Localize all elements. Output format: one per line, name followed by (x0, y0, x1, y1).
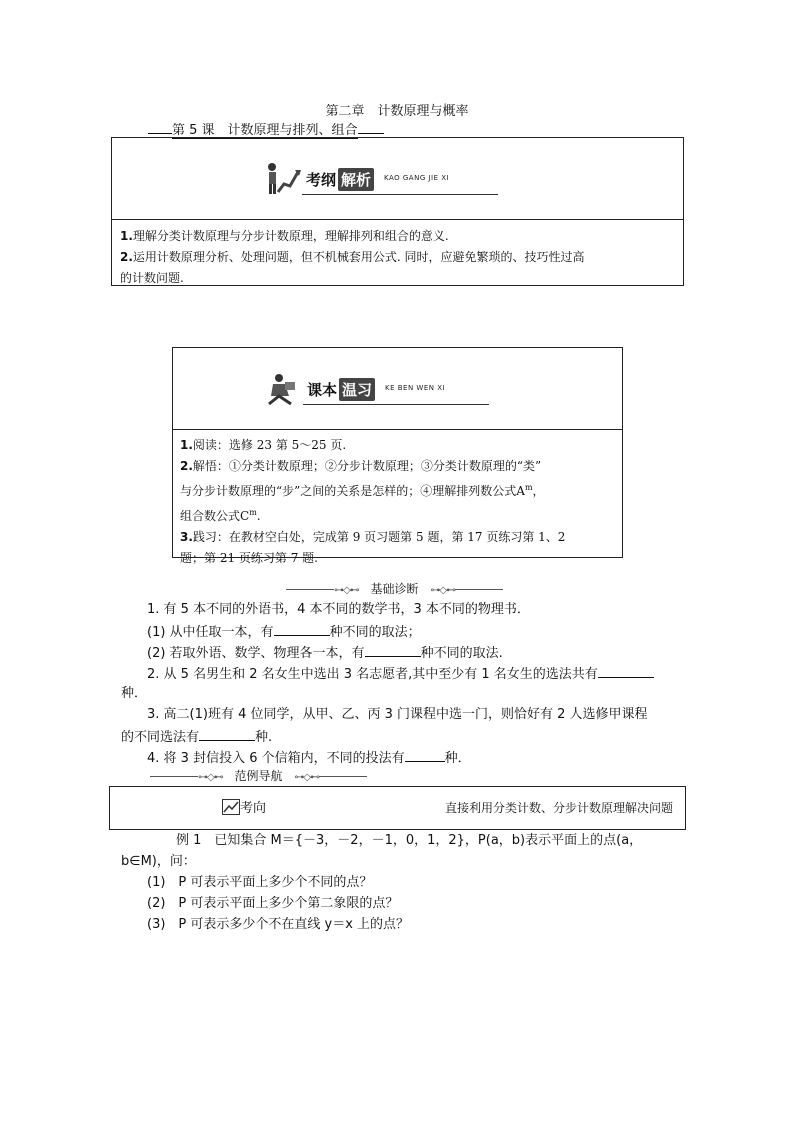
ornament-icon: ⊶◇⊷ (334, 585, 359, 596)
review-body (173, 430, 622, 574)
review-line: 组合数公式$C^m$. (180, 508, 261, 523)
review-banner-title: 课本 (307, 381, 338, 399)
examples-header (150, 767, 367, 784)
syllabus-banner-title: 考纲 (306, 171, 337, 189)
example1-part: (1) P 可表示平面上多少个不同的点？ (147, 875, 373, 890)
example1-part: (2) P 可表示平面上多少个第二象限的点？ (147, 896, 399, 911)
banner-rule (302, 194, 498, 195)
ornament-icon: ⊶◇⊷ (294, 772, 320, 783)
basics-q1: 1. 有 5 本不同的外语书，4 本不同的数学书，3 本不同的物理书． (147, 602, 530, 617)
basics-q4: 4. 将 3 封信投入 6 个信箱内，不同的投法有 种． (147, 747, 471, 769)
review-banner-sub: KE BEN WEN XI (385, 384, 446, 392)
syllabus-banner (112, 138, 683, 220)
basics-q3: 3. 高二(1)班有 4 位同学，从甲、乙、丙 3 门课程中选一门，则恰好有 2 人选修甲课程 (147, 707, 648, 722)
example1-line1: 例 1 已知集合 M＝{－3，－2，－1，0，1，2}，P(a，b)表示平面上的点(a， (176, 833, 643, 848)
syllabus-box (111, 137, 684, 286)
topic-description: 直接利用分类计数、分步计数原理解决问题 (444, 801, 673, 815)
chapter-title: 第二章 计数原理与概率 (325, 104, 469, 119)
basics-q1b: (2) 若取外语、数学、物理各一本，有 种不同的取法. (147, 642, 503, 664)
answer-blank[interactable] (199, 726, 255, 741)
basics-q1a: (1) 从中任取一本，有 种不同的取法； (147, 621, 421, 643)
topic-box (109, 786, 686, 830)
review-banner-badge: 温习 (339, 378, 375, 401)
review-line: 与分步计数原理的“步”之间的关系是怎样的；④理解排列数公式$A^m$， (180, 483, 545, 498)
answer-blank[interactable] (598, 663, 654, 678)
basics-q3-tail: 的不同选法有 种. (121, 726, 272, 748)
answer-blank[interactable] (365, 642, 421, 657)
basics-q2: 2. 从 5 名男生和 2 名女生中选出 3 名志愿者,其中至少有 1 名女生的选法共有 (147, 663, 654, 685)
basics-header (286, 580, 503, 597)
reading-figure-icon (263, 370, 303, 410)
syllabus-banner-sub: KAO GANG JIE XI (384, 174, 450, 182)
answer-blank[interactable] (405, 747, 445, 762)
basics-title: 基础诊断 (370, 582, 419, 596)
review-line: 3.践习：在教材空白处，完成第 9 页习题第 5 题，第 17 页练习第 1、2 (180, 530, 566, 544)
review-line: 题；第 21 页练习第 7 题. (180, 551, 318, 565)
banner-rule (303, 404, 489, 405)
examples-title: 范例导航 (234, 769, 283, 783)
syllabus-item: 的计数问题. (120, 271, 184, 285)
syllabus-item: 1.理解分类计数原理与分步计数原理，理解排列和组合的意义. (120, 229, 449, 243)
review-line: 2.解悟：①分类计数原理；②分步计数原理；③分类计数原理的“类” (180, 459, 542, 473)
syllabus-item: 2.运用计数原理分析、处理问题，但不机械套用公式. 同时，应避免繁琐的、技巧性过高 (120, 250, 585, 264)
syllabus-body (112, 220, 683, 295)
review-banner (173, 348, 622, 430)
answer-blank[interactable] (274, 621, 330, 636)
ornament-icon: ⊶◇⊷ (430, 585, 456, 596)
climbing-figure-icon (262, 160, 302, 200)
syllabus-banner-badge: 解析 (338, 168, 374, 191)
trend-chart-icon (222, 799, 240, 815)
example1-line2: b∈M)，问： (121, 854, 196, 869)
topic-label: 考向 (222, 797, 266, 816)
ornament-icon: ⊶◇⊷ (198, 772, 223, 783)
review-box (172, 347, 623, 565)
lesson-title: 第 5 课 计数原理与排列、组合 (148, 119, 384, 139)
basics-q2-tail: 种． (121, 686, 148, 701)
example1-part: (3) P 可表示多少个不在直线 y＝x 上的点？ (147, 917, 410, 932)
review-line: 1.阅读：选修 23 第 5～25 页. (180, 438, 347, 452)
